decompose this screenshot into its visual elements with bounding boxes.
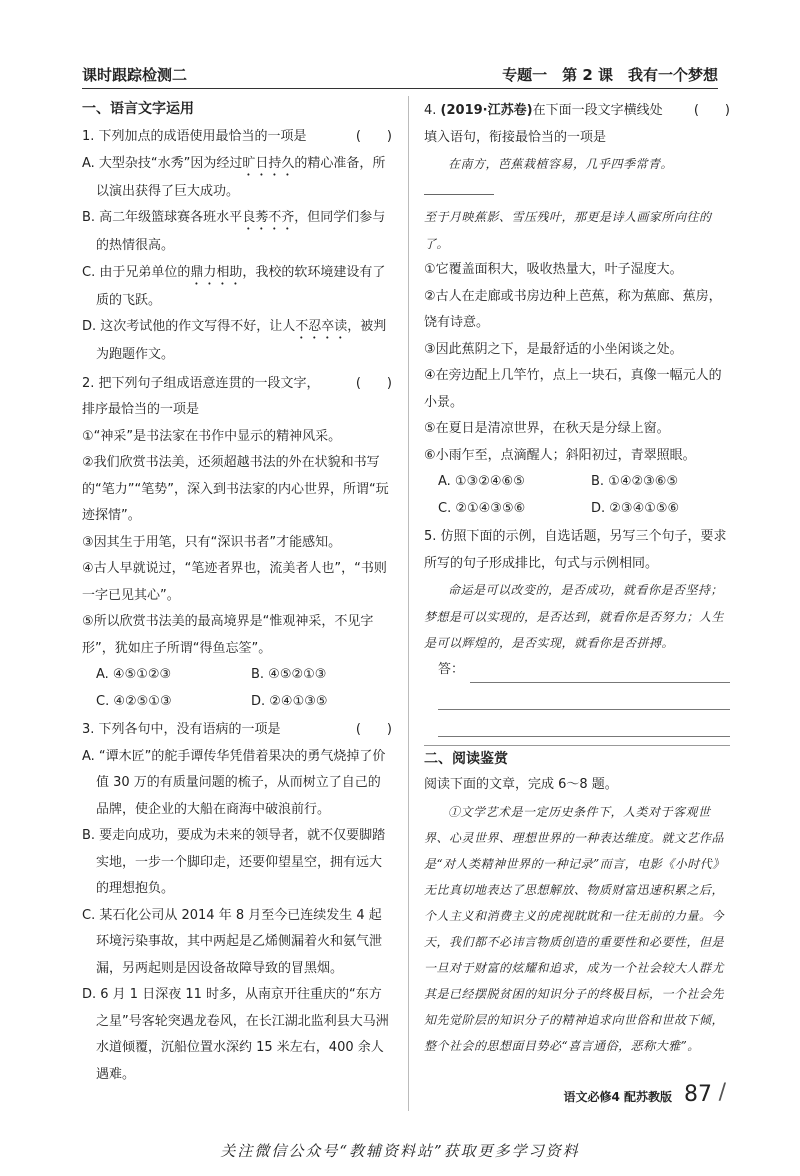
q4-options-row [424, 469, 730, 496]
q2-item: ③因其生于用笔，只有“深识书者”才能感知。 [82, 534, 342, 550]
left-column [82, 96, 392, 1088]
q4-item: ④在旁边配上几竿竹，点上一块石，真像一幅元人的小景。 [424, 368, 722, 410]
section1-title: 一、语言文字运用 [82, 101, 194, 117]
q4-number: 4. [424, 103, 441, 118]
q2-item: ④古人早就说过，“笔迹者界也，流美者人也”，“书则一字已见其心”。 [82, 561, 387, 603]
watermark-note: 关注微信公众号“教辅资料站”获取更多学习资料 [220, 1142, 580, 1160]
q2-option-c: C. ④②⑤①③ [96, 693, 172, 709]
question-3 [82, 717, 392, 1088]
q4-item: ②古人在走廊或书房边种上芭蕉，称为蕉廊、蕉房，饶有诗意。 [424, 288, 722, 330]
q4-passage-start: 在南方，芭蕉栽植容易，几乎四季常青。 [448, 157, 674, 171]
q4-options-row [424, 496, 730, 523]
q4-item: ③因此蕉阴之下，是最舒适的小坐闲谈之处。 [424, 341, 683, 357]
q2-item: ⑤所以欣赏书法美的最高境界是“惟观神采，不见字形”，犹如庄子所谓“得鱼忘筌”。 [82, 614, 374, 656]
question-4 [424, 98, 730, 522]
right-column [424, 96, 730, 1059]
q4-option-c: C. ②①④③⑤⑥ [438, 500, 526, 516]
q5-stem: 5. 仿照下面的示例，自选话题，另写三个句子，要求所写的句子形成排比，句式与示例相同。 [424, 529, 727, 571]
q2-answer-paren: ( ) [355, 375, 392, 391]
q3-option-a: A. “谭木匠”的舵手谭传华凭借着果决的勇气烧掉了价值 30 万的有质量问题的梳子，从而树立了自己的品牌，使企业的大船在商海中破浪前行。 [82, 748, 386, 817]
page-slash: / [718, 1080, 726, 1105]
q4-option-b: B. ①④②③⑥⑤ [591, 474, 679, 489]
question-2 [82, 371, 392, 716]
q4-item: ⑤在夏日是清凉世界，在秋天是分绿上窗。 [424, 421, 670, 436]
q4-option-a: A. ①③②④⑥⑤ [438, 474, 525, 489]
q5-answer-line[interactable] [470, 660, 730, 683]
q5-answer-line[interactable] [438, 710, 730, 737]
q2-option-a: A. ④⑤①②③ [96, 667, 172, 682]
q2-option-b: B. ④⑤②①③ [251, 667, 327, 682]
reading-passage: ①文学艺术是一定历史条件下，人类对于客观世界、心灵世界、理想世界的一种表达维度。就文艺作品是“对人类精神世界的一种记录”而言，电影《小时代》无比真切地表达了思想解放、物质财富迅速积累之后，个人主义和消费主义的虎视眈眈和一往无前的力量。今天，我们都不必讳言物质创造的重要性和必要性，但是一旦对于财富的炫耀和追求，成为一个社会较大人群尤其是已经摆脱贫困的知识分子的终极目标，一个社会先知先觉阶层的知识分子的精神追求向世俗和世故下倾，整个社会的思想面目势必“喜言通俗，恶称大雅”。 [424, 804, 725, 1053]
q1-option-a: A. 大型杂技“水秀”因为经过旷日持久的精心准备，所以演出获得了巨大成功。 [82, 155, 386, 199]
q3-option-d: D. 6 月 1 日深夜 11 时多，从南京开往重庆的“东方之星”号客轮突遇龙卷风，在长江湖北监利县大马洲水道倾覆，沉船位置水深约 15 米左右，400 余人遇难。 [82, 987, 389, 1082]
question-1 [82, 124, 392, 369]
column-divider [408, 96, 409, 1111]
q4-answer-paren: ( ) [693, 103, 730, 118]
q3-option-c: C. 某石化公司从 2014 年 8 月至今已连续发生 4 起环境污染事故，其中两起是乙烯侧漏着火和氨气泄漏，另两起则是因设备故障导致的冒黑烟。 [82, 907, 383, 976]
q4-source: (2019·江苏卷) [440, 103, 533, 118]
q1-answer-paren: ( ) [355, 129, 392, 144]
header-left-title: 课时跟踪检测二 [82, 66, 188, 84]
q3-option-b: B. 要走向成功，要成为未来的领导者，就不仅要脚踏实地，一步一个脚印走，还要仰望星空，拥有远大的理想抱负。 [82, 828, 386, 896]
header-rule [82, 88, 718, 89]
q1-stem: 1. 下列加点的成语使用最恰当的一项是 [82, 129, 307, 144]
q4-item: ⑥小雨乍至，点滴醒人；斜阳初过，青翠照眼。 [424, 447, 696, 463]
q2-stem: 2. 把下列句子组成语意连贯的一段文字，排序最恰当的一项是 [82, 375, 320, 417]
q5-answer-area [424, 657, 730, 684]
q3-stem: 3. 下列各句中，没有语病的一项是 [82, 722, 281, 737]
header-right-title: 专题一 第 2 课 我有一个梦想 [502, 66, 718, 84]
footer-book-label: 语文必修4 配苏教版 [563, 1090, 672, 1104]
q5-answer-label: 答： [438, 661, 465, 677]
section2-intro: 阅读下面的文章，完成 6～8 题。 [424, 777, 618, 792]
q4-item: ①它覆盖面积大，吸收热量大，叶子湿度大。 [424, 262, 683, 277]
page-header [82, 64, 718, 86]
q4-stem: 在下面一段文字横线处填入语句，衔接最恰当的一项是 [424, 103, 663, 145]
q1-option-c: C. 由于兄弟单位的鼎力相助，我校的软环境建设有了质的飞跃。 [82, 264, 386, 308]
q1-option-d: D. 这次考试他的作文写得不好，让人不忍卒读，被判为跑题作文。 [82, 319, 387, 362]
q3-answer-paren: ( ) [355, 722, 392, 737]
q2-item: ②我们欣赏书法美，还须超越书法的外在状貌和书写的“笔力”“笔势”，深入到书法家的内心世界，所谓“玩迹探情”。 [82, 455, 389, 523]
q4-option-d: D. ②③④①⑤⑥ [591, 500, 680, 516]
q5-answer-line[interactable] [438, 683, 730, 710]
question-5 [424, 524, 730, 737]
q1-option-b: B. 高二年级篮球赛各班水平良莠不齐，但同学们参与的热情很高。 [82, 210, 386, 253]
q2-option-d: D. ②④①③⑤ [251, 693, 328, 709]
q5-example: 命运是可以改变的，是否成功，就看你是否坚持；梦想是可以实现的，是否达到，就看你是否努力；人生是可以辉煌的，是否实现，就看你是否拼搏。 [424, 583, 725, 650]
q4-passage [424, 151, 730, 257]
q2-options-row [82, 662, 392, 689]
page-number: 87 [684, 1082, 712, 1107]
q2-options-row [82, 689, 392, 716]
section2-title: 二、阅读鉴赏 [424, 751, 508, 767]
q4-fill-blank [424, 180, 494, 195]
q4-passage-end: 至于月映蕉影、雪压残叶，那更是诗人画家所向往的了。 [424, 210, 712, 251]
q2-item: ①“神采”是书法家在书作中显示的精神风采。 [82, 428, 342, 444]
